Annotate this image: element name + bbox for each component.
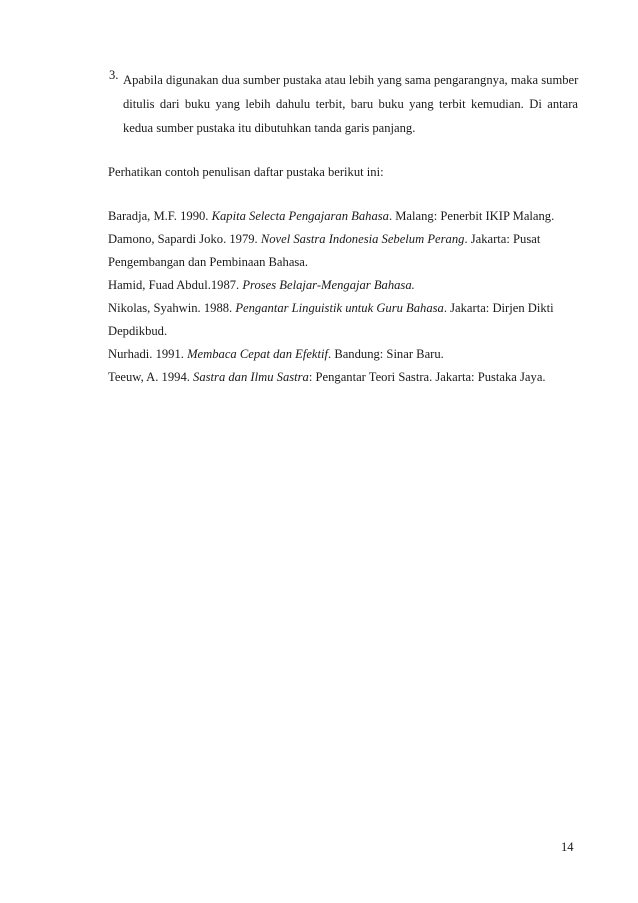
reference-list <box>108 205 578 389</box>
reference-author-year: Damono, Sapardi Joko. 1979. <box>108 232 261 246</box>
reference-title: Pengantar Linguistik untuk Guru Bahasa <box>235 301 444 315</box>
reference-title: Proses Belajar-Mengajar Bahasa. <box>242 278 415 292</box>
item-line: ditulis dari buku yang lebih dahulu terbit, baru buku yang terbit kemudian. Di antara <box>123 97 578 111</box>
reference-line <box>108 274 578 297</box>
reference-line <box>108 297 578 320</box>
reference-title: Novel Sastra Indonesia Sebelum Perang <box>260 232 465 246</box>
reference-line <box>108 320 578 343</box>
item-text <box>123 68 578 140</box>
reference-line <box>108 205 578 228</box>
reference-title: Membaca Cepat dan Efektif <box>187 347 329 361</box>
reference-author-year: Nurhadi. 1991. <box>108 347 188 361</box>
reference-line <box>108 343 578 366</box>
reference-publisher: . Jakarta: Pusat <box>464 232 541 246</box>
reference-author-year: Baradja, M.F. 1990. <box>108 209 212 223</box>
item-number: 3. <box>109 68 119 82</box>
item-line: kedua sumber pustaka itu dibutuhkan tanda garis panjang. <box>123 121 416 135</box>
page-number: 14 <box>561 840 574 854</box>
reference-publisher: . Bandung: Sinar Baru. <box>328 347 444 361</box>
reference-line <box>108 366 578 389</box>
reference-publisher: . Malang: Penerbit IKIP Malang. <box>388 209 555 223</box>
reference-title: Kapita Selecta Pengajaran Bahasa <box>211 209 389 223</box>
item-line: Apabila digunakan dua sumber pustaka atau lebih yang sama pengarangnya, maka sumber <box>123 73 579 87</box>
reference-publisher: Pengembangan dan Pembinaan Bahasa. <box>108 255 309 269</box>
reference-publisher: . Jakarta: Dirjen Dikti <box>443 301 554 315</box>
reference-author-year: Nikolas, Syahwin. 1988. <box>108 301 236 315</box>
reference-publisher: Depdikbud. <box>108 324 168 338</box>
reference-title: Sastra dan Ilmu Sastra <box>193 370 309 384</box>
reference-publisher: : Pengantar Teori Sastra. Jakarta: Pustaka Jaya. <box>308 370 546 384</box>
intro-paragraph: Perhatikan contoh penulisan daftar pustaka berikut ini: <box>108 165 384 179</box>
reference-author-year: Teeuw, A. 1994. <box>108 370 194 384</box>
reference-line <box>108 251 578 274</box>
reference-author-year: Hamid, Fuad Abdul.1987. <box>108 278 243 292</box>
reference-line <box>108 228 578 251</box>
